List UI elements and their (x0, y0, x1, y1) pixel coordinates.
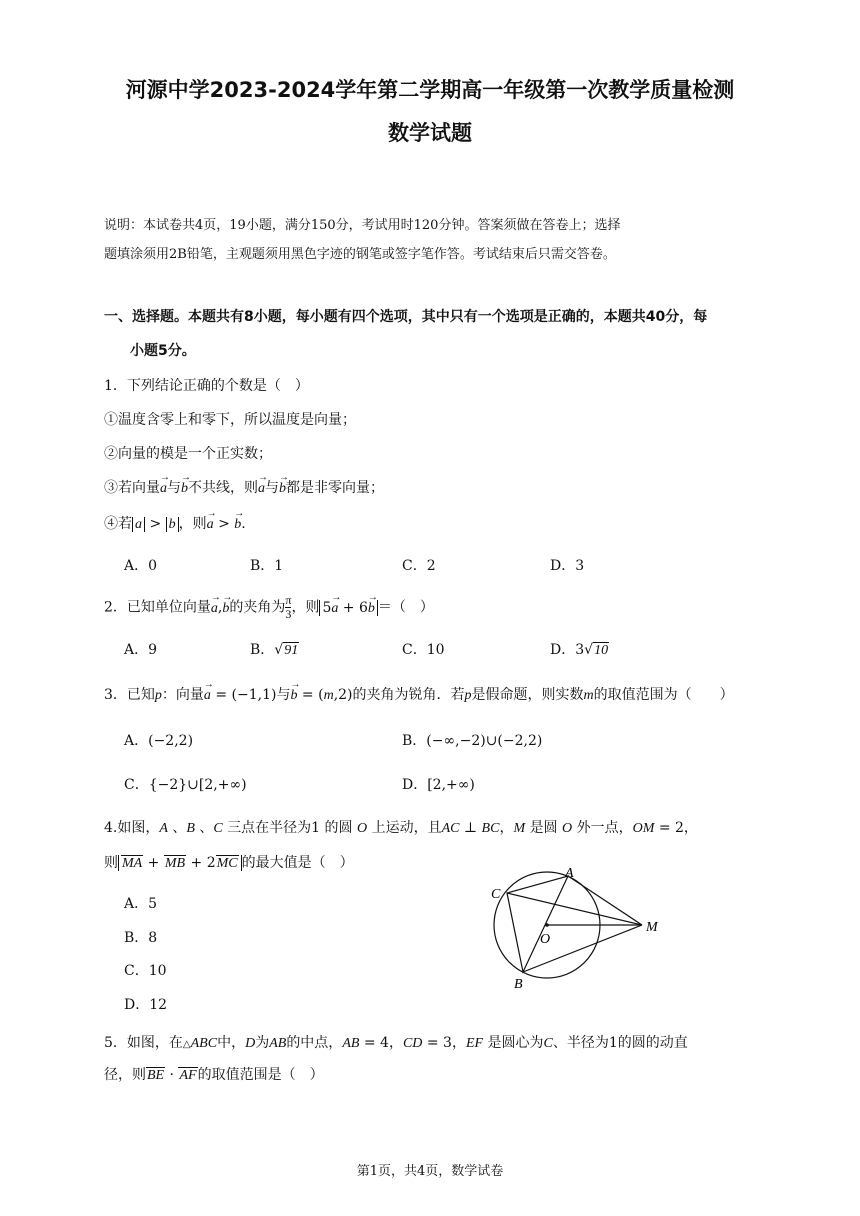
q4-label-a: A (565, 866, 574, 881)
q2-stem: 2．已知单位向量→ a,→ b的夹角为 $\frac{\pi}{3}$ ，则 5→ a + 6→ b ＝（ ） (104, 594, 434, 621)
q3-option-b[interactable]: B．(−∞,−2)∪(−2,2) (402, 733, 543, 749)
q2-option-d[interactable]: D．3√10 (550, 642, 609, 658)
section-heading-line-1: 一、选择题。本题共有8小题，每小题有四个选项，其中只有一个选项是正确的，本题共40分，每 (104, 309, 708, 325)
q1-option-c[interactable]: C．2 (402, 558, 436, 574)
q4-center-point (545, 923, 549, 927)
q4-option-a[interactable]: A．5 (124, 896, 158, 912)
section-heading-line-2: 小题5分。 (130, 343, 196, 359)
q1-option-b[interactable]: B．1 (250, 558, 284, 574)
q1-stem: 1．下列结论正确的个数是（ ） (104, 378, 309, 394)
q3-option-d[interactable]: D．[2,+∞) (402, 777, 475, 793)
q4-segment-cm (507, 893, 642, 925)
q1-statement-1: ①温度含零上和零下，所以温度是向量； (104, 412, 356, 428)
q4-label-o: O (540, 932, 551, 947)
q3-option-a[interactable]: A．(−2,2) (124, 733, 194, 749)
exam-title: 河源中学2023-2024学年第二学期高一年级第一次教学质量检测 (125, 78, 735, 102)
q4-option-c[interactable]: C．10 (124, 963, 167, 979)
q4-figure (480, 855, 700, 995)
q2-option-a[interactable]: A．9 (124, 642, 158, 658)
instructions-line-1: 说明：本试卷共4页，19小题，满分150分，考试用时120分钟。答案须做在答卷上；选择 (104, 218, 621, 233)
q4-label-b: B (514, 977, 523, 992)
q4-segment-am (568, 876, 642, 925)
q1-statement-3: ③若向量→ a与→ b不共线，则→ a与→ b都是非零向量； (104, 477, 384, 497)
instructions-line-2: 题填涂须用2B铅笔，主观题须用黑色字迹的钢笔或签字笔作答。考试结束后只需交答卷。 (104, 247, 616, 262)
q1-statement-4: ④若 a > b ，则→ a > → b. (104, 513, 246, 533)
exam-subtitle: 数学试题 (388, 121, 472, 145)
q4-label-c: C (491, 887, 501, 902)
q3-option-c[interactable]: C．{−2}∪[2,+∞) (124, 777, 247, 793)
page-footer: 第1页，共4页，数学试卷 (356, 1164, 504, 1179)
q5-stem-line-1: 5．如图，在△ABC中，D为AB的中点，AB = 4，CD = 3，EF 是圆心为C、半径为1的圆的动直 (104, 1035, 688, 1051)
q4-option-d[interactable]: D．12 (124, 997, 168, 1013)
q2-option-c[interactable]: C．10 (402, 642, 445, 658)
q4-stem-line-1: 4.如图，A 、B 、C 三点在半径为1 的圆 O 上运动，且AC ⊥ BC，M 是圆 O 外一点，OM = 2， (104, 820, 698, 836)
q3-stem: 3．已知p：向量→ a = (−1,1)与→ b = (m,2)的夹角为锐角．若p是假命题，则实数m的取值范围为（ ） (104, 684, 734, 704)
q4-stem-line-2: 则 MA + MB + 2MC 的最大值是（ ） (104, 855, 354, 871)
q1-statement-2: ②向量的模是一个正实数； (104, 446, 272, 462)
q4-option-b[interactable]: B．8 (124, 930, 158, 946)
q5-stem-line-2: 径，则BE · AF的取值范围是（ ） (104, 1067, 324, 1083)
q1-option-a[interactable]: A．0 (124, 558, 158, 574)
q4-label-m: M (646, 920, 658, 935)
q2-option-b[interactable]: B．√91 (250, 642, 299, 658)
q1-option-d[interactable]: D．3 (550, 558, 585, 574)
